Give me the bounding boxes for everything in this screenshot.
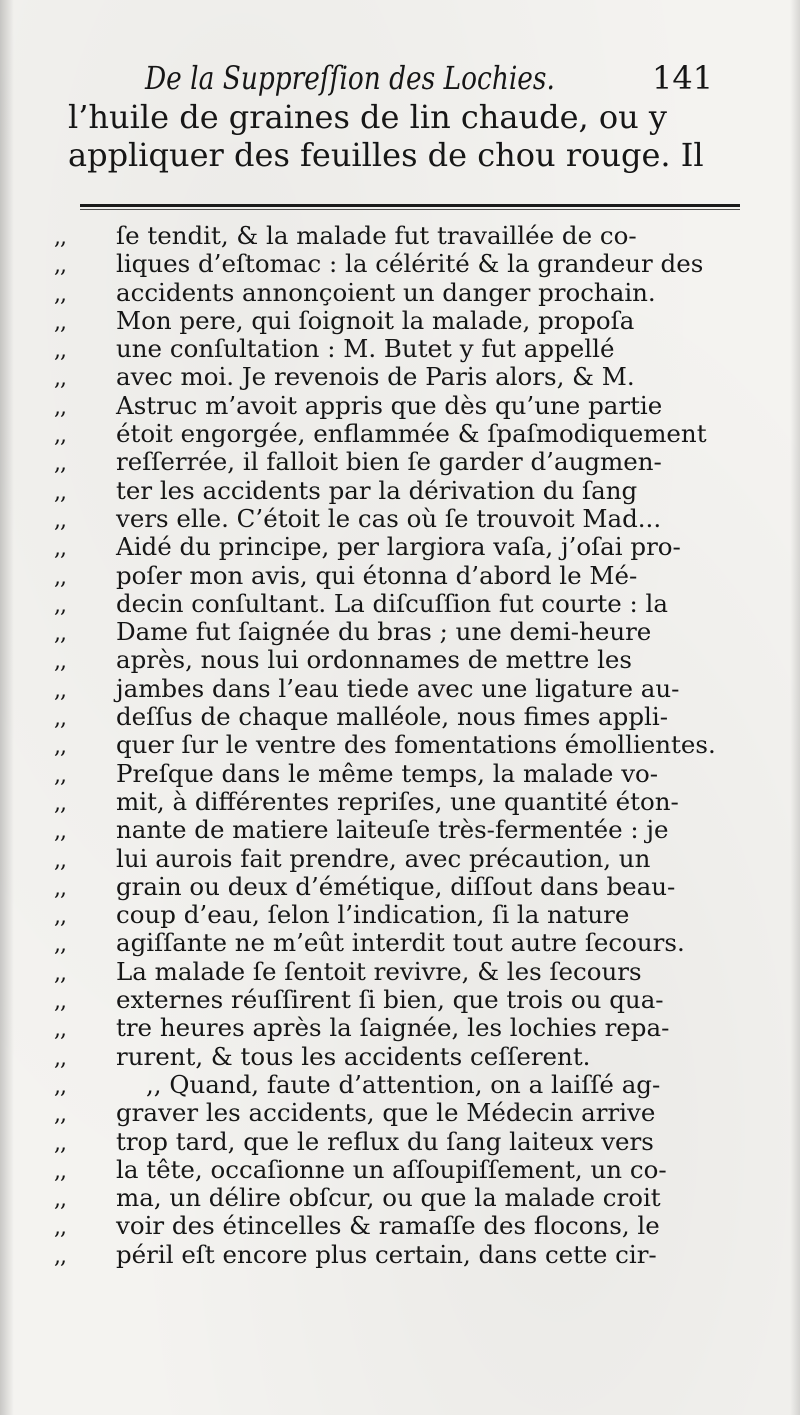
quote-mark: ,,: [54, 309, 66, 335]
quote-line-text: tre heures après la ſaignée, les lochies repa-: [116, 1013, 670, 1043]
quote-line: [54, 363, 744, 391]
quote-line: [54, 279, 744, 307]
top-text-line: l’huile de graines de lin chaude, ou y: [68, 98, 667, 136]
quote-line-text: étoit engorgée, enflammée & ſpaſmodiquement: [116, 419, 707, 449]
quote-mark: ,,: [54, 734, 66, 760]
quote-mark: ,,: [54, 1130, 66, 1156]
quote-line: [54, 929, 744, 957]
quote-line-text: poſer mon avis, qui étonna d’abord le Mé-: [116, 560, 638, 590]
quote-line: [54, 222, 744, 250]
quote-line: [54, 703, 744, 731]
quote-mark: ,,: [54, 1017, 66, 1043]
quote-line-text: Preſque dans le même temps, la malade vo-: [116, 758, 659, 788]
quote-mark: ,,: [54, 904, 66, 930]
quote-line: [54, 1071, 744, 1099]
quote-mark: ,,: [54, 564, 66, 590]
quote-mark: ,,: [54, 1073, 66, 1099]
quote-line: [54, 590, 744, 618]
quote-line-text: Mon pere, qui ſoignoit la malade, propoſa: [116, 305, 635, 335]
quote-line: [54, 505, 744, 533]
quote-line-text: ,, Quand, faute d’attention, on a laiſſé ag-: [146, 1069, 661, 1099]
page-number: 141: [652, 59, 714, 97]
top-text-line: appliquer des feuilles de chou rouge. Il: [68, 136, 704, 174]
quote-line-text: trop tard, que le reflux du ſang laiteux vers: [116, 1126, 654, 1156]
quote-line: [54, 335, 744, 363]
quote-mark: ,,: [54, 479, 66, 505]
quote-line-text: La malade ſe ſentoit revivre, & les ſecours: [116, 956, 642, 986]
quote-mark: ,,: [54, 1187, 66, 1213]
quote-line: [54, 958, 744, 986]
quote-line-text: lui aurois fait prendre, avec précaution, un: [116, 843, 651, 873]
quote-line: [54, 760, 744, 788]
quote-line-text: accidents annonçoient un danger prochain.: [116, 277, 656, 307]
quote-line: [54, 562, 744, 590]
quote-mark: ,,: [54, 960, 66, 986]
quote-line: [54, 618, 744, 646]
quote-line-text: Astruc m’avoit appris que dès qu’une partie: [116, 390, 663, 420]
quote-line: [54, 448, 744, 476]
quote-line: [54, 845, 744, 873]
quote-line-text: grain ou deux d’émétique, diſſout dans beau-: [116, 871, 676, 901]
quote-mark: ,,: [54, 932, 66, 958]
quoted-passage: [54, 222, 744, 1269]
quote-mark: ,,: [54, 1102, 66, 1128]
quote-line: [54, 646, 744, 674]
separator-rule: [80, 204, 740, 207]
quote-mark: ,,: [54, 762, 66, 788]
separator-rule-thin: [80, 209, 740, 210]
quote-mark: ,,: [54, 592, 66, 618]
quote-line-text: jambes dans l’eau tiede avec une ligature au-: [116, 673, 680, 703]
quote-line: [54, 250, 744, 278]
quote-line-text: la tête, occaſionne un aſſoupiſſement, un co-: [116, 1154, 667, 1184]
quote-line: [54, 675, 744, 703]
quote-line: [54, 1156, 744, 1184]
quote-mark: ,,: [54, 225, 66, 250]
quote-mark: ,,: [54, 847, 66, 873]
quote-line-text: externes réuſſirent ſi bien, que trois ou qua-: [116, 985, 664, 1015]
quote-mark: ,,: [54, 423, 66, 449]
page-shadow-right: [790, 0, 800, 1415]
quote-mark: ,,: [54, 536, 66, 562]
quote-line: [54, 788, 744, 816]
quote-mark: ,,: [54, 338, 66, 364]
quote-line-text: liques d’eſtomac : la célérité & la grandeur des: [116, 249, 704, 279]
quote-mark: ,,: [54, 451, 66, 477]
quote-line: [54, 1099, 744, 1127]
quote-line: [54, 816, 744, 844]
page-shadow-left: [0, 0, 14, 1415]
quote-line: [54, 307, 744, 335]
quote-line-text: ſe tendit, & la malade fut travaillée de co-: [116, 221, 637, 250]
quote-mark: ,,: [54, 1243, 66, 1269]
quote-mark: ,,: [54, 819, 66, 845]
quote-line: [54, 1128, 744, 1156]
quote-mark: ,,: [54, 790, 66, 816]
quote-line: [54, 420, 744, 448]
quote-mark: ,,: [54, 1158, 66, 1184]
quote-mark: ,,: [54, 989, 66, 1015]
quote-line: [54, 477, 744, 505]
quote-line-text: reſſerrée, il falloit bien ſe garder d’augmen-: [116, 447, 662, 477]
quote-mark: ,,: [54, 1215, 66, 1241]
quote-mark: ,,: [54, 677, 66, 703]
quote-line: [54, 1043, 744, 1071]
quote-line: [54, 873, 744, 901]
quote-line: [54, 392, 744, 420]
quote-line-text: decin conſultant. La diſcuſſion fut courte : la: [116, 588, 668, 618]
quote-line-text: quer ſur le ventre des fomentations émollientes.: [116, 730, 716, 760]
quote-line-text: deſſus de chaque malléole, nous fimes appli-: [116, 702, 668, 732]
quote-line-text: vers elle. C’étoit le cas où ſe trouvoit Mad...: [116, 503, 662, 533]
quote-mark: ,,: [54, 706, 66, 732]
quote-line: [54, 731, 744, 759]
quote-line: [54, 1212, 744, 1240]
quote-line: [54, 1241, 744, 1269]
quote-line-text: avec moi. Je revenois de Paris alors, & M.: [116, 362, 635, 392]
quote-line-text: mit, à différentes repriſes, une quantité éton-: [116, 786, 679, 816]
quote-line-text: après, nous lui ordonnames de mettre les: [116, 645, 633, 675]
quote-mark: ,,: [54, 621, 66, 647]
quote-mark: ,,: [54, 1045, 66, 1071]
quote-line-text: agiſſante ne m’eût interdit tout autre ſecours.: [116, 928, 685, 958]
quote-mark: ,,: [54, 649, 66, 675]
quote-line: [54, 533, 744, 561]
quote-line-text: ter les accidents par la dérivation du ſang: [116, 475, 638, 505]
quote-mark: ,,: [54, 507, 66, 533]
running-head-title: De la Suppreſſion des Lochies.: [145, 59, 555, 97]
quote-line: [54, 986, 744, 1014]
quote-line-text: nante de matiere laiteuſe très-fermentée : je: [116, 815, 669, 845]
top-text-block: [68, 98, 728, 174]
quote-line-text: Dame fut ſaignée du bras ; une demi-heure: [116, 617, 652, 647]
quote-line-text: coup d’eau, ſelon l’indication, ſi la nature: [116, 900, 630, 930]
quote-mark: ,,: [54, 366, 66, 392]
quote-mark: ,,: [54, 253, 66, 279]
quote-line: [54, 901, 744, 929]
quote-line: [54, 1014, 744, 1042]
quote-line-text: une conſultation : M. Butet y fut appellé: [116, 334, 615, 364]
quote-line-text: rurent, & tous les accidents ceſſerent.: [116, 1041, 591, 1071]
quote-line: [54, 1184, 744, 1212]
quote-mark: ,,: [54, 281, 66, 307]
quote-line-text: ma, un délire obſcur, ou que la malade croit: [116, 1183, 661, 1213]
quote-line-text: péril eſt encore plus certain, dans cette cir-: [116, 1239, 657, 1269]
quote-line-text: Aidé du principe, per largiora vaſa, j’oſai pro-: [116, 532, 681, 562]
quote-mark: ,,: [54, 875, 66, 901]
quote-mark: ,,: [54, 394, 66, 420]
quote-line-text: voir des étincelles & ramaſſe des flocons, le: [116, 1211, 660, 1241]
quote-line-text: graver les accidents, que le Médecin arrive: [116, 1098, 656, 1128]
